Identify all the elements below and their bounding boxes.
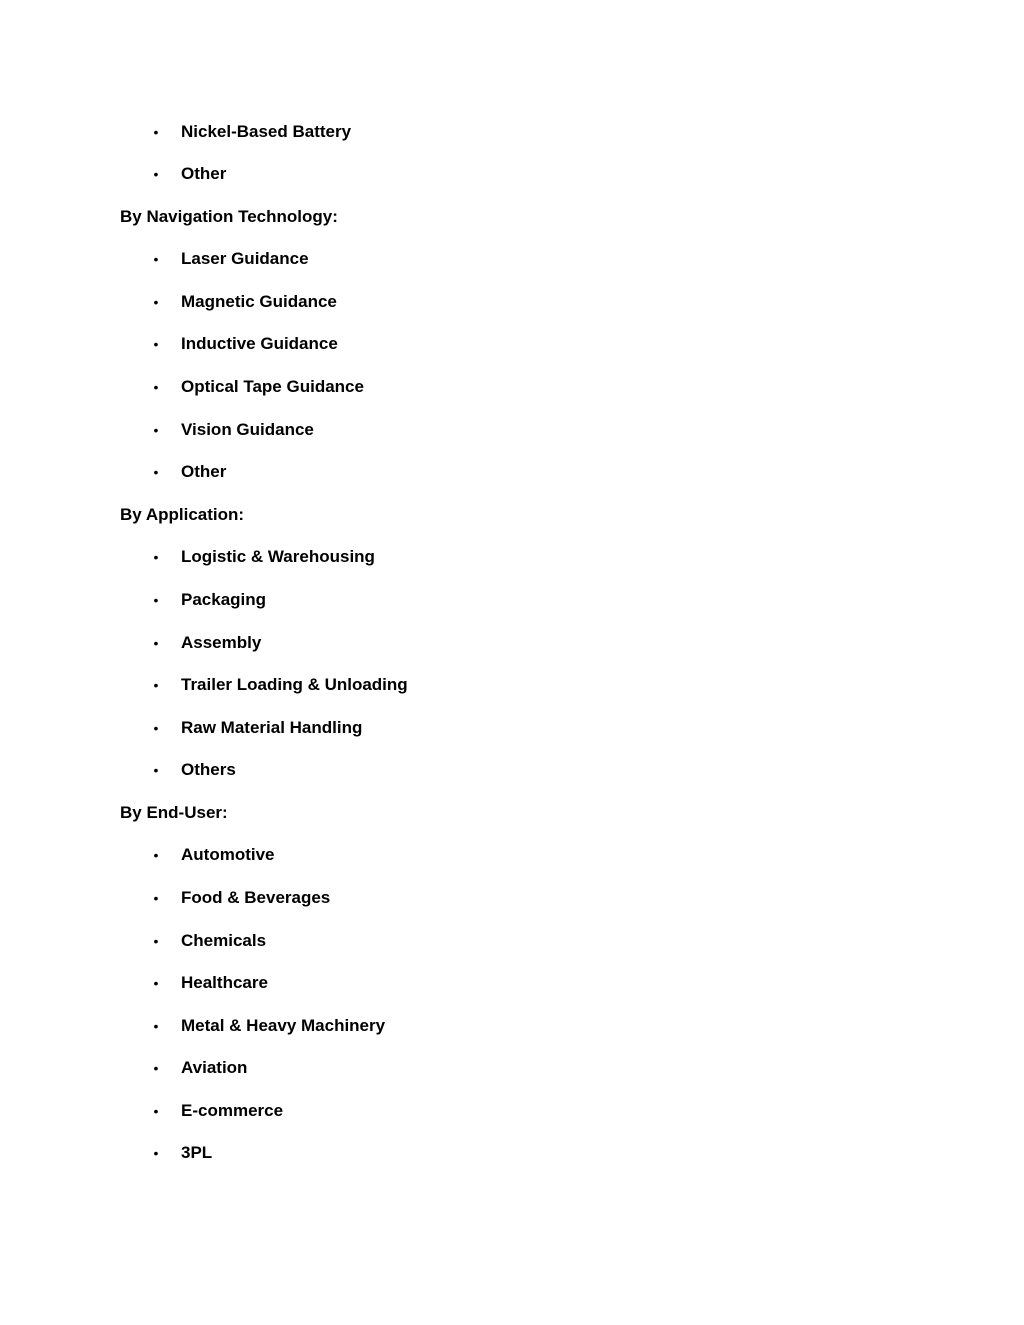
bullet-icon: •: [153, 1103, 159, 1119]
list-item-label: Nickel-Based Battery: [181, 122, 352, 141]
list-item-label: Magnetic Guidance: [181, 292, 337, 311]
bullet-icon: •: [153, 847, 159, 863]
bullet-icon: •: [153, 422, 159, 438]
list-item-label: Packaging: [181, 590, 267, 609]
list-item-label: Other: [181, 164, 227, 183]
bullet-icon: •: [153, 677, 159, 693]
list-item-label: Trailer Loading & Unloading: [181, 675, 408, 694]
bullet-icon: •: [153, 635, 159, 651]
list-item-label: Aviation: [181, 1058, 248, 1077]
list-item-label: Vision Guidance: [181, 420, 314, 439]
bullet-icon: •: [153, 762, 159, 778]
bullet-icon: •: [153, 1145, 159, 1161]
list-item-label: Optical Tape Guidance: [181, 377, 364, 396]
bullet-icon: •: [153, 464, 159, 480]
bullet-icon: •: [153, 549, 159, 565]
bullet-icon: •: [153, 336, 159, 352]
bullet-icon: •: [153, 251, 159, 267]
bullet-icon: •: [153, 124, 159, 140]
list-item-label: Laser Guidance: [181, 249, 309, 268]
bullet-icon: •: [153, 933, 159, 949]
list-item-label: Logistic & Warehousing: [181, 547, 375, 566]
list-item-label: Others: [181, 760, 236, 779]
list-item-label: Food & Beverages: [181, 888, 331, 907]
bullet-icon: •: [153, 1060, 159, 1076]
list-item-label: Raw Material Handling: [181, 718, 363, 737]
section-heading-application: By Application:: [120, 505, 245, 524]
list-item-label: Assembly: [181, 633, 262, 652]
list-item-label: Other: [181, 462, 227, 481]
list-item-label: 3PL: [181, 1143, 213, 1162]
list-item-label: Inductive Guidance: [181, 334, 338, 353]
section-heading-navigation-technology: By Navigation Technology:: [120, 207, 338, 226]
list-item-label: Chemicals: [181, 931, 267, 950]
bullet-icon: •: [153, 166, 159, 182]
list-item-label: Healthcare: [181, 973, 268, 992]
section-heading-end-user: By End-User:: [120, 803, 228, 822]
bullet-icon: •: [153, 975, 159, 991]
bullet-icon: •: [153, 592, 159, 608]
bullet-icon: •: [153, 890, 159, 906]
bullet-icon: •: [153, 1018, 159, 1034]
bullet-icon: •: [153, 720, 159, 736]
list-item-label: Metal & Heavy Machinery: [181, 1016, 386, 1035]
list-item-label: E-commerce: [181, 1101, 284, 1120]
list-item-label: Automotive: [181, 845, 275, 864]
bullet-icon: •: [153, 379, 159, 395]
bullet-icon: •: [153, 294, 159, 310]
